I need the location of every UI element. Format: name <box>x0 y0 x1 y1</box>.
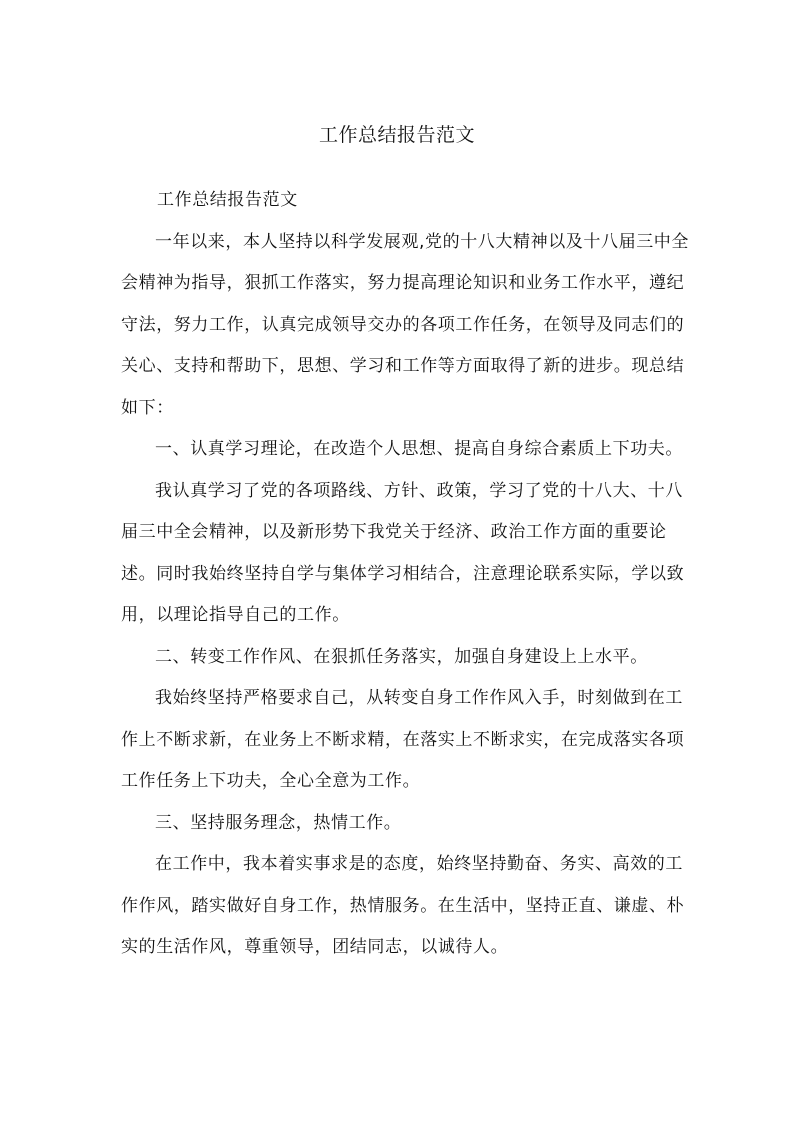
paragraph-section-3: 在工作中，我本着实事求是的态度，始终坚持勤奋、务实、高效的工作作风，踏实做好自身工作，热情服务。在生活中，坚持正直、谦虚、朴实的生活作风，尊重领导，团结同志，以诚待人。 <box>121 854 685 957</box>
section-heading-2: 二、转变工作作风、在狠抓任务落实，加强自身建设上上水平。 <box>155 646 648 667</box>
document-body <box>121 180 691 969</box>
paragraph-section-1: 我认真学习了党的各项路线、方针、政策，学习了党的十八大、十八届三中全会精神，以及新形势下我党关于经济、政治工作方面的重要论述。同时我始终坚持自学与集体学习相结合，注意理论联系实际，学以致用，以理论指导自己的工作。 <box>121 480 685 625</box>
document-title: 工作总结报告范文 <box>318 124 475 146</box>
section-heading-1: 一、认真学习理论，在改造个人思想、提高自身综合素质上下功夫。 <box>155 439 683 459</box>
section-heading-3: 三、坚持服务理念，热情工作。 <box>155 812 402 833</box>
document-subtitle: 工作总结报告范文 <box>157 190 298 210</box>
paragraph-section-2: 我始终坚持严格要求自己，从转变自身工作作风入手，时刻做到在工作上不断求新，在业务上不断求精，在落实上不断求实，在完成落实各项工作任务上下功夫，全心全意为工作。 <box>121 688 685 791</box>
paragraph-intro: 一年以来，本人坚持以科学发展观,党的十八大精神以及十八届三中全会精神为指导，狠抓工作落实，努力提高理论知识和业务工作水平，遵纪守法，努力工作，认真完成领导交办的各项工作任务，在领导及同志们的关心、支持和帮助下，思想、学习和工作等方面取得了新的进步。现总结如下： <box>121 231 690 418</box>
